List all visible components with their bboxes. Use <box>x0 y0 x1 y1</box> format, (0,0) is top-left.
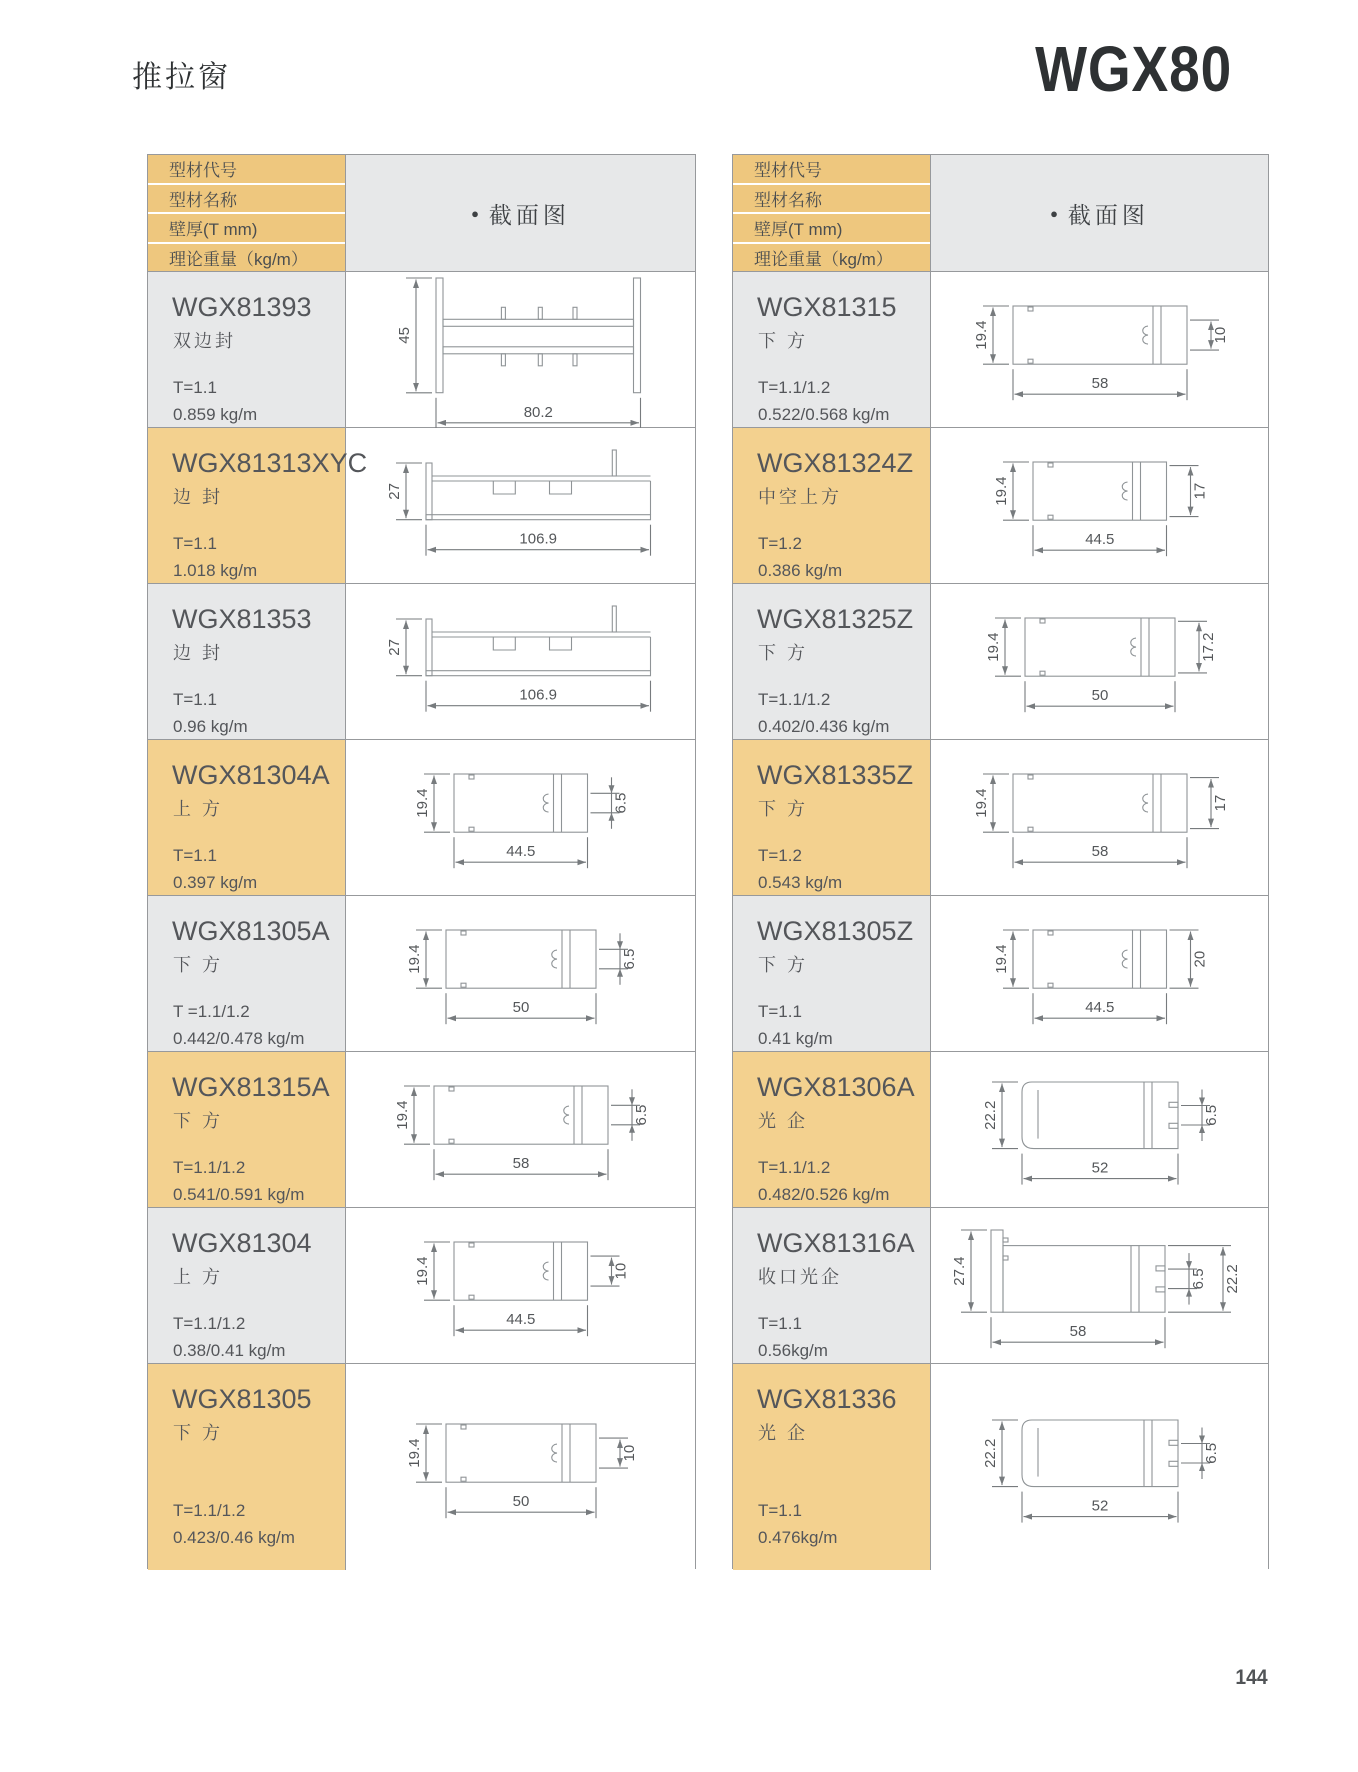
svg-text:10: 10 <box>612 1262 629 1280</box>
svg-text:17: 17 <box>1191 482 1208 500</box>
table-row <box>148 1052 695 1208</box>
wall-thickness: T=1.1/1.2 <box>173 1314 246 1333</box>
profile-specs <box>173 1154 304 1208</box>
wall-thickness: T=1.1/1.2 <box>758 1158 831 1177</box>
svg-text:6.5: 6.5 <box>632 1104 650 1126</box>
header-field-label: 理论重量（kg/m） <box>148 244 345 272</box>
svg-text:58: 58 <box>1091 843 1108 861</box>
svg-text:58: 58 <box>512 1155 529 1173</box>
svg-text:50: 50 <box>1091 687 1108 705</box>
svg-text:44.5: 44.5 <box>505 843 535 861</box>
profile-code: WGX81313XYC <box>172 448 368 478</box>
svg-text:19.4: 19.4 <box>405 1437 423 1468</box>
row-label-cell <box>733 272 931 427</box>
profile-cross-section-drawing <box>388 1404 654 1531</box>
profile-table-left <box>147 154 696 1569</box>
svg-text:20: 20 <box>1191 950 1208 968</box>
svg-text:27: 27 <box>386 483 403 500</box>
svg-text:106.9: 106.9 <box>519 530 557 548</box>
profile-cross-section-drawing <box>396 754 646 881</box>
header-field-labels <box>148 155 346 271</box>
svg-text:6.5: 6.5 <box>612 792 629 814</box>
profile-cross-section-drawing <box>368 443 673 568</box>
profile-code: WGX81393 <box>172 292 312 322</box>
table-row <box>733 1052 1268 1208</box>
profile-cross-section-drawing <box>975 910 1225 1037</box>
profile-cross-section-drawing <box>388 910 654 1037</box>
svg-text:58: 58 <box>1091 375 1108 393</box>
profile-code: WGX81306A <box>757 1072 915 1102</box>
theoretical-weight: 0.96 kg/m <box>173 717 248 736</box>
wall-thickness: T=1.1/1.2 <box>758 690 831 709</box>
profile-name: 光 企 <box>758 1423 809 1443</box>
profile-name: 下 方 <box>758 643 809 663</box>
wall-thickness: T=1.1 <box>758 1314 802 1333</box>
series-title: WGX80 <box>1035 33 1232 105</box>
row-label-cell <box>733 584 931 739</box>
svg-text:6.5: 6.5 <box>1189 1268 1207 1290</box>
svg-text:19.4: 19.4 <box>972 788 990 818</box>
section-diagram-cell <box>346 1052 695 1207</box>
svg-text:6.5: 6.5 <box>1202 1442 1220 1464</box>
svg-text:50: 50 <box>512 1492 529 1510</box>
header-field-label: 壁厚(T mm) <box>733 214 930 242</box>
profile-name: 收口光企 <box>758 1267 842 1287</box>
table-row <box>148 428 695 584</box>
row-label-cell <box>148 584 346 739</box>
svg-text:19.4: 19.4 <box>405 944 423 974</box>
profile-code: WGX81305 <box>172 1384 312 1414</box>
wall-thickness: T=1.1 <box>173 378 217 397</box>
theoretical-weight: 0.397 kg/m <box>173 873 258 892</box>
theoretical-weight: 0.859 kg/m <box>173 405 258 424</box>
header-field-labels <box>733 155 931 271</box>
wall-thickness: T=1.1/1.2 <box>173 1501 246 1520</box>
header-field-label: 型材代号 <box>148 155 345 183</box>
bullet-icon: ● <box>471 205 479 221</box>
profile-cross-section-drawing <box>368 599 673 724</box>
row-label-cell <box>733 1364 931 1570</box>
wall-thickness: T=1.1 <box>758 1002 802 1021</box>
profile-code: WGX81353 <box>172 604 312 634</box>
theoretical-weight: 0.56kg/m <box>758 1341 828 1360</box>
svg-text:10: 10 <box>620 1444 638 1461</box>
profile-name: 下 方 <box>173 1423 224 1443</box>
svg-text:106.9: 106.9 <box>519 686 557 704</box>
profile-name: 光 企 <box>758 1111 809 1131</box>
profile-name: 下 方 <box>758 331 809 351</box>
theoretical-weight: 0.402/0.436 kg/m <box>758 717 890 736</box>
row-label-cell <box>733 1208 931 1363</box>
table-row <box>733 1364 1268 1570</box>
svg-text:19.4: 19.4 <box>984 632 1002 662</box>
profile-cross-section-drawing <box>933 1210 1267 1361</box>
theoretical-weight: 0.423/0.46 kg/m <box>173 1528 295 1547</box>
svg-text:6.5: 6.5 <box>1202 1104 1220 1126</box>
svg-text:6.5: 6.5 <box>620 948 638 970</box>
profile-code: WGX81304 <box>172 1228 312 1258</box>
row-label-cell <box>733 1052 931 1207</box>
profile-specs <box>758 1310 828 1364</box>
svg-text:19.4: 19.4 <box>413 788 431 818</box>
profile-name: 边 封 <box>173 487 224 507</box>
row-label-cell <box>733 740 931 895</box>
profile-specs <box>758 1154 889 1208</box>
wall-thickness: T=1.1 <box>758 1501 802 1520</box>
table-row <box>148 896 695 1052</box>
section-diagram-cell <box>346 740 695 895</box>
profile-code: WGX81315A <box>172 1072 330 1102</box>
profile-cross-section-drawing <box>378 258 663 441</box>
svg-text:19.4: 19.4 <box>992 944 1010 974</box>
table-row <box>733 272 1268 428</box>
section-diagram-cell <box>346 1208 695 1363</box>
section-title: 截面图 <box>488 201 570 228</box>
section-diagram-cell <box>346 272 695 427</box>
table-row <box>733 740 1268 896</box>
profile-specs <box>173 530 257 584</box>
theoretical-weight: 0.522/0.568 kg/m <box>758 405 890 424</box>
profile-name: 下 方 <box>173 955 224 975</box>
table-row <box>148 740 695 896</box>
section-header <box>346 155 695 271</box>
table-header <box>733 155 1268 272</box>
profile-specs <box>758 686 889 740</box>
row-label-cell <box>148 1364 346 1570</box>
svg-text:27.4: 27.4 <box>950 1256 968 1286</box>
section-diagram-cell <box>346 1364 695 1570</box>
section-diagram-cell <box>346 584 695 739</box>
profile-name: 上 方 <box>173 799 224 819</box>
profile-cross-section-drawing <box>955 754 1245 881</box>
wall-thickness: T=1.2 <box>758 534 802 553</box>
theoretical-weight: 0.541/0.591 kg/m <box>173 1185 305 1204</box>
wall-thickness: T=1.1 <box>173 846 217 865</box>
theoretical-weight: 1.018 kg/m <box>173 561 258 580</box>
row-label-cell <box>148 272 346 427</box>
section-diagram-cell <box>931 1208 1268 1363</box>
profile-cross-section-drawing <box>396 1222 646 1349</box>
profile-code: WGX81316A <box>757 1228 915 1258</box>
section-diagram-cell <box>931 584 1268 739</box>
profile-code: WGX81304A <box>172 760 330 790</box>
profile-specs <box>173 686 248 740</box>
row-label-cell <box>733 428 931 583</box>
theoretical-weight: 0.386 kg/m <box>758 561 843 580</box>
svg-text:80.2: 80.2 <box>523 403 553 421</box>
section-title: 截面图 <box>1067 201 1149 228</box>
profile-code: WGX81336 <box>757 1384 897 1414</box>
profile-cross-section-drawing <box>964 1062 1236 1197</box>
svg-text:19.4: 19.4 <box>992 476 1010 506</box>
svg-text:17: 17 <box>1211 794 1229 812</box>
svg-text:19.4: 19.4 <box>413 1256 431 1286</box>
profile-name: 上 方 <box>173 1267 224 1287</box>
wall-thickness: T=1.1 <box>173 690 217 709</box>
profile-code: WGX81335Z <box>757 760 914 790</box>
profile-name: 中空上方 <box>758 487 842 507</box>
profile-cross-section-drawing <box>955 286 1245 413</box>
row-label-cell <box>733 896 931 1051</box>
profile-table-right <box>732 154 1269 1569</box>
wall-thickness: T=1.1/1.2 <box>173 1158 246 1177</box>
profile-code: WGX81305A <box>172 916 330 946</box>
table-header <box>148 155 695 272</box>
svg-text:52: 52 <box>1091 1159 1108 1177</box>
section-diagram-cell <box>931 896 1268 1051</box>
svg-text:22.2: 22.2 <box>981 1438 999 1468</box>
table-row <box>148 1364 695 1570</box>
row-label-cell <box>148 896 346 1051</box>
section-diagram-cell <box>931 428 1268 583</box>
header-field-label: 理论重量（kg/m） <box>733 244 930 272</box>
profile-specs <box>173 998 304 1052</box>
table-row <box>148 272 695 428</box>
theoretical-weight: 0.38/0.41 kg/m <box>173 1341 286 1360</box>
theoretical-weight: 0.442/0.478 kg/m <box>173 1029 305 1048</box>
profile-specs <box>758 374 889 428</box>
table-row <box>733 584 1268 740</box>
profile-specs <box>173 1310 285 1364</box>
svg-text:19.4: 19.4 <box>393 1100 411 1130</box>
profile-specs <box>173 374 257 428</box>
profile-cross-section-drawing <box>964 1400 1236 1535</box>
row-label-cell <box>148 740 346 895</box>
table-row <box>733 428 1268 584</box>
section-diagram-cell <box>931 1052 1268 1207</box>
profile-name: 双边封 <box>173 331 236 351</box>
section-diagram-cell <box>931 1364 1268 1570</box>
svg-text:22.2: 22.2 <box>1223 1264 1241 1294</box>
wall-thickness: T=1.2 <box>758 846 802 865</box>
table-row <box>733 1208 1268 1364</box>
header-field-label: 型材名称 <box>148 185 345 213</box>
theoretical-weight: 0.41 kg/m <box>758 1029 833 1048</box>
profile-cross-section-drawing <box>967 598 1233 725</box>
svg-text:19.4: 19.4 <box>972 320 990 350</box>
wall-thickness: T =1.1/1.2 <box>173 1002 250 1021</box>
section-diagram-cell <box>346 428 695 583</box>
profile-name: 下 方 <box>758 799 809 819</box>
profile-name: 下 方 <box>173 1111 224 1131</box>
theoretical-weight: 0.476kg/m <box>758 1528 838 1547</box>
row-label-cell <box>148 1208 346 1363</box>
svg-text:17.2: 17.2 <box>1199 632 1217 662</box>
table-row <box>148 584 695 740</box>
profile-code: WGX81325Z <box>757 604 914 634</box>
svg-text:45: 45 <box>396 327 413 344</box>
profile-name: 下 方 <box>758 955 809 975</box>
row-label-cell <box>148 1052 346 1207</box>
profile-name: 边 封 <box>173 643 224 663</box>
profile-code: WGX81305Z <box>757 916 914 946</box>
theoretical-weight: 0.543 kg/m <box>758 873 843 892</box>
profile-specs <box>758 530 842 584</box>
svg-text:44.5: 44.5 <box>1084 999 1114 1017</box>
bullet-icon: ● <box>1050 205 1058 221</box>
profile-cross-section-drawing <box>975 442 1225 569</box>
profile-specs <box>758 1497 837 1551</box>
svg-text:44.5: 44.5 <box>505 1311 535 1329</box>
wall-thickness: T=1.1 <box>173 534 217 553</box>
profile-code: WGX81324Z <box>757 448 914 478</box>
svg-text:27: 27 <box>386 639 403 656</box>
svg-text:50: 50 <box>512 999 529 1017</box>
profile-specs <box>173 1497 295 1551</box>
table-row <box>148 1208 695 1364</box>
section-diagram-cell <box>931 272 1268 427</box>
svg-text:58: 58 <box>1069 1323 1086 1341</box>
svg-text:10: 10 <box>1211 326 1229 344</box>
section-diagram-cell <box>931 740 1268 895</box>
page-title: 推拉窗 <box>132 61 231 94</box>
header-field-label: 壁厚(T mm) <box>148 214 345 242</box>
section-header <box>931 155 1268 271</box>
svg-text:44.5: 44.5 <box>1084 531 1114 549</box>
svg-text:52: 52 <box>1091 1497 1108 1515</box>
row-label-cell <box>148 428 368 583</box>
page-number: 144 <box>1235 1666 1268 1689</box>
header-field-label: 型材名称 <box>733 185 930 213</box>
theoretical-weight: 0.482/0.526 kg/m <box>758 1185 890 1204</box>
svg-text:22.2: 22.2 <box>981 1100 999 1130</box>
header-field-label: 型材代号 <box>733 155 930 183</box>
profile-specs <box>758 842 842 896</box>
table-row <box>733 896 1268 1052</box>
section-diagram-cell <box>346 896 695 1051</box>
profile-specs <box>173 842 257 896</box>
profile-cross-section-drawing <box>376 1066 666 1193</box>
wall-thickness: T=1.1/1.2 <box>758 378 831 397</box>
profile-specs <box>758 998 833 1052</box>
profile-code: WGX81315 <box>757 292 897 322</box>
